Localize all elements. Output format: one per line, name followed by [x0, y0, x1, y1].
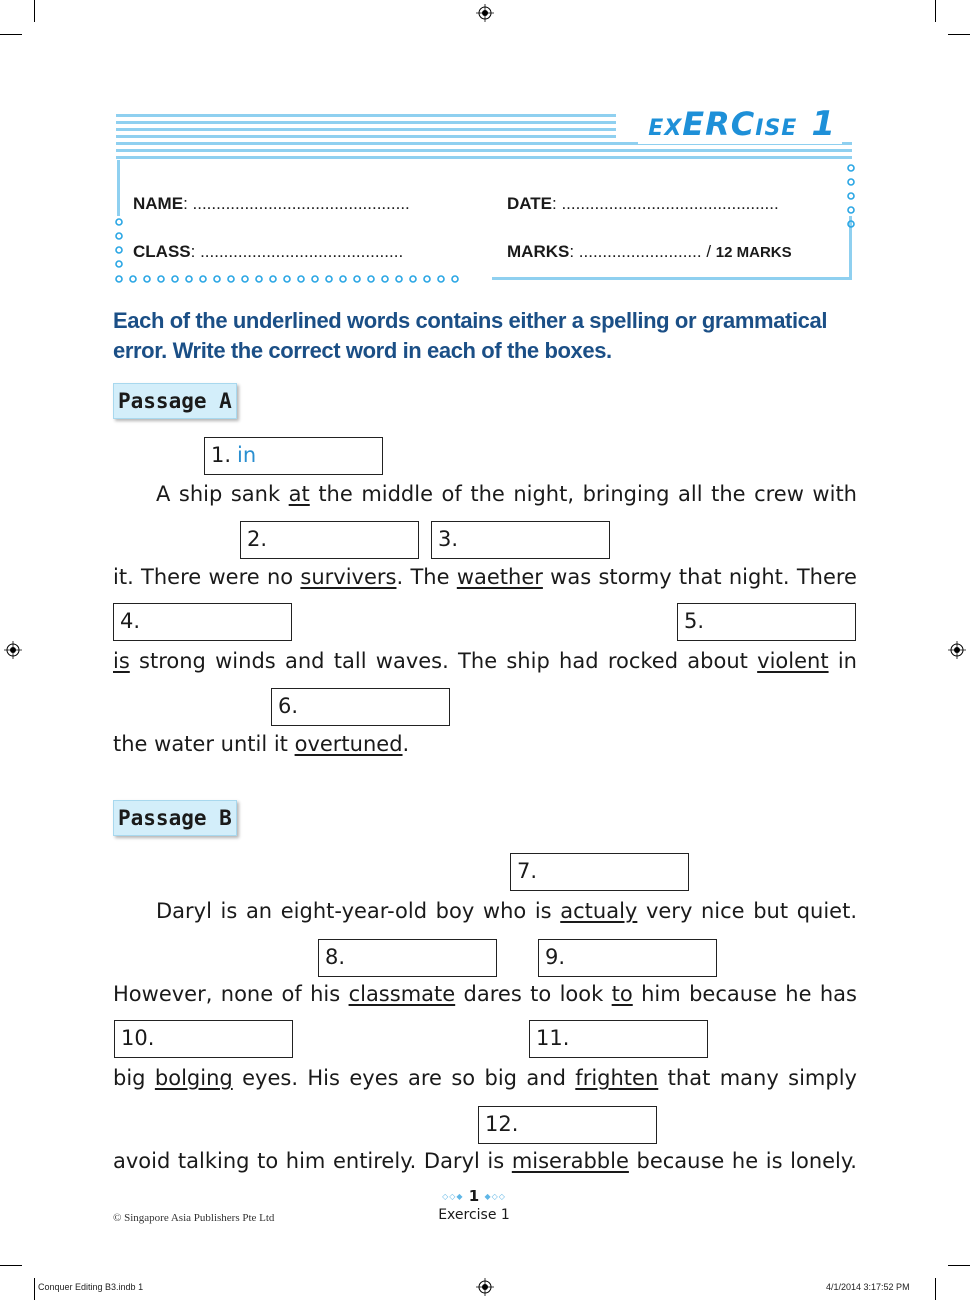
- answer-box-4[interactable]: 4.: [113, 603, 292, 641]
- passage-line: However, none of his classmate dares to look to him because he has: [113, 982, 857, 1006]
- passage-line: avoid talking to him entirely. Daryl is miserabble because he is lonely.: [113, 1149, 857, 1173]
- class-field[interactable]: CLASS: ...........................................: [133, 242, 404, 261]
- answer-box-3[interactable]: 3.: [431, 521, 610, 559]
- slug-filename: Conquer Editing B3.indb 1: [38, 1282, 144, 1292]
- passage-b-label: Passage B: [113, 800, 237, 836]
- answer-box-1[interactable]: 1. in: [204, 437, 383, 475]
- ornament-dots-icon: ◆◇◇: [484, 1192, 506, 1201]
- answer-box-2[interactable]: 2.: [240, 521, 419, 559]
- registration-mark-icon: [476, 4, 494, 22]
- marks-field[interactable]: MARKS: .......................... / 12 MARKS: [507, 242, 792, 261]
- footer-section: Exercise 1: [438, 1207, 510, 1223]
- ornament-dots-icon: ◇◇◆: [442, 1192, 464, 1201]
- page-number: ◇◇◆ 1 ◆◇◇: [442, 1187, 506, 1205]
- copyright-text: © Singapore Asia Publishers Pte Ltd: [113, 1212, 275, 1224]
- passage-a-label: Passage A: [113, 383, 237, 419]
- registration-mark-icon: [948, 641, 966, 659]
- name-field[interactable]: NAME: ..............................................: [133, 194, 410, 213]
- crop-mark: [948, 34, 970, 35]
- answer-box-5[interactable]: 5.: [677, 603, 856, 641]
- exercise-header: [112, 104, 856, 286]
- registration-mark-icon: [4, 641, 22, 659]
- passage-line: it. There were no survivers. The waether was stormy that night. There: [113, 565, 857, 589]
- passage-line: Daryl is an eight-year-old boy who is actualy very nice but quiet.: [156, 899, 858, 923]
- crop-mark: [0, 1265, 22, 1266]
- crop-mark: [34, 1278, 35, 1300]
- crop-mark: [935, 1278, 936, 1300]
- registration-mark-icon: [476, 1278, 494, 1296]
- answer-box-9[interactable]: 9.: [538, 939, 717, 977]
- date-field[interactable]: DATE: ..............................................: [507, 194, 779, 213]
- passage-line: the water until it overtuned.: [113, 732, 410, 756]
- answer-box-12[interactable]: 12.: [478, 1106, 657, 1144]
- slug-timestamp: 4/1/2014 3:17:52 PM: [826, 1282, 910, 1292]
- answer-box-10[interactable]: 10.: [114, 1020, 293, 1058]
- answer-box-6[interactable]: 6.: [271, 688, 450, 726]
- exercise-title: EXERCISE 1: [638, 104, 842, 144]
- crop-mark: [948, 1265, 970, 1266]
- crop-mark: [0, 34, 22, 35]
- passage-line: big bolging eyes. His eyes are so big and frighten that many simply: [113, 1066, 857, 1090]
- passage-line: is strong winds and tall waves. The ship had rocked about violent in: [113, 649, 857, 673]
- instruction-text: Each of the underlined words contains either a spelling or grammatical error. Write the correct word in each of the boxes.: [113, 308, 828, 363]
- answer-box-11[interactable]: 11.: [529, 1020, 708, 1058]
- answer-box-8[interactable]: 8.: [318, 939, 497, 977]
- passage-line: A ship sank at the middle of the night, bringing all the crew with: [156, 482, 857, 506]
- crop-mark: [34, 0, 35, 22]
- answer-box-7[interactable]: 7.: [510, 853, 689, 891]
- crop-mark: [935, 0, 936, 22]
